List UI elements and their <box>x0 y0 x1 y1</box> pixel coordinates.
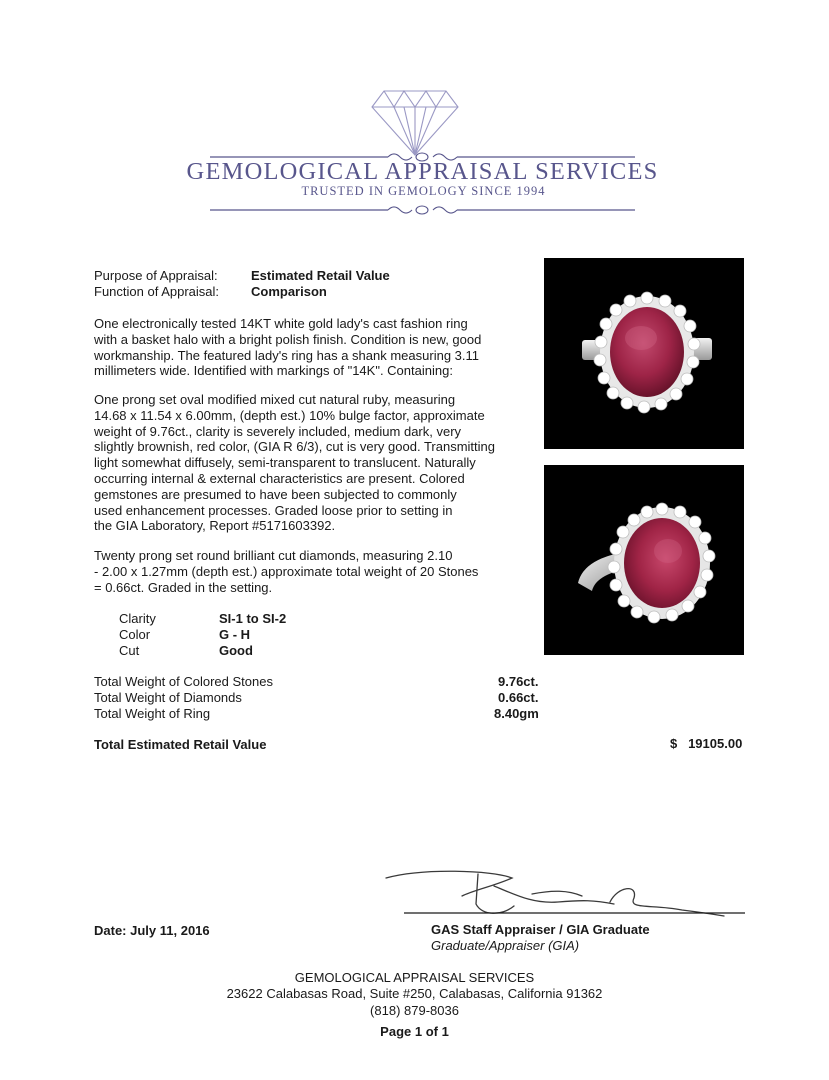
grade-label: Cut <box>119 643 140 658</box>
retail-amount: 19105.00 <box>688 736 743 751</box>
grade-label: Clarity <box>119 611 156 626</box>
diamond-description <box>94 548 524 595</box>
company-name: GEMOLOGICAL APPRAISAL SERVICES <box>186 158 659 185</box>
total-label-colored-stones: Total Weight of Colored Stones <box>94 674 273 689</box>
description-line: with a basket halo with a bright polish finish. Condition is new, good <box>94 331 482 347</box>
appraiser-credential: Graduate/Appraiser (GIA) <box>431 938 580 953</box>
diamond-logo-icon <box>370 85 460 157</box>
description-line: - 2.00 x 1.27mm (depth est.) approximate total weight of 20 Stones <box>94 563 479 579</box>
description-line: gemstones are presumed to have been subjected to commonly <box>94 486 457 502</box>
description-line: light somewhat diffusely, semi-transparent to translucent. Naturally <box>94 455 476 471</box>
description-line: slightly brownish, red color, (GIA R 6/3), cut is very good. Transmitting <box>94 439 495 455</box>
description-line: = 0.66ct. Graded in the setting. <box>94 579 273 595</box>
footer-address: 23622 Calabasas Road, Suite #250, Calabasas, California 91362 <box>226 986 603 1001</box>
company-tagline: TRUSTED IN GEMOLOGY SINCE 1994 <box>301 184 546 198</box>
function-row <box>94 284 327 300</box>
function-value: Comparison <box>251 284 327 299</box>
description-line: used enhancement processes. Graded loose prior to setting in <box>94 502 453 518</box>
ring-description <box>94 316 524 379</box>
function-label: Function of Appraisal: <box>94 284 220 299</box>
description-line: Twenty prong set round brilliant cut diamonds, measuring 2.10 <box>94 548 453 563</box>
total-label-diamonds: Total Weight of Diamonds <box>94 690 242 705</box>
footer-phone: (818) 879-8036 <box>370 1003 459 1018</box>
grade-label: Color <box>119 627 151 642</box>
grade-row-clarity <box>119 611 286 627</box>
grade-value: SI-1 to SI-2 <box>219 611 287 626</box>
appraisal-date: Date: July 11, 2016 <box>94 923 210 938</box>
description-line: One prong set oval modified mixed cut natural ruby, measuring <box>94 392 456 407</box>
ring-photo-angle <box>544 465 744 655</box>
description-line: the GIA Laboratory, Report #5171603392. <box>94 518 336 534</box>
ring-photo-front <box>544 258 744 449</box>
appraiser-title: GAS Staff Appraiser / GIA Graduate <box>431 922 650 937</box>
description-line: millimeters wide. Identified with markings of "14K". Containing: <box>94 363 453 379</box>
total-label-ring: Total Weight of Ring <box>94 706 211 721</box>
description-line: 14.68 x 11.54 x 6.00mm, (depth est.) 10% bulge factor, approximate <box>94 407 485 423</box>
description-line: workmanship. The featured lady's ring has a shank measuring 3.11 <box>94 347 479 363</box>
ruby-description <box>94 392 524 534</box>
footer-company: GEMOLOGICAL APPRAISAL SERVICES <box>294 970 535 985</box>
description-line: weight of 9.76ct., clarity is severely included, medium dark, very <box>94 423 462 439</box>
header-rule-bottom <box>210 203 635 217</box>
total-value-ring: 8.40gm <box>494 706 539 721</box>
grade-value: G - H <box>219 627 251 642</box>
grade-row-color <box>119 627 250 643</box>
currency-symbol: $ <box>670 736 678 751</box>
total-value-diamonds: 0.66ct. <box>498 690 539 705</box>
page-number: Page 1 of 1 <box>380 1024 449 1039</box>
retail-value <box>670 736 742 752</box>
total-value-colored-stones: 9.76ct. <box>498 674 539 689</box>
description-line: occurring internal & external characteristics are present. Colored <box>94 470 465 486</box>
appraiser-signature <box>382 864 746 922</box>
grade-row-cut <box>119 643 253 659</box>
purpose-value: Estimated Retail Value <box>251 268 390 283</box>
grade-value: Good <box>219 643 253 658</box>
retail-value-label: Total Estimated Retail Value <box>94 737 267 752</box>
description-line: One electronically tested 14KT white gold lady's cast fashion ring <box>94 316 468 331</box>
purpose-row <box>94 268 390 284</box>
purpose-label: Purpose of Appraisal: <box>94 268 218 283</box>
